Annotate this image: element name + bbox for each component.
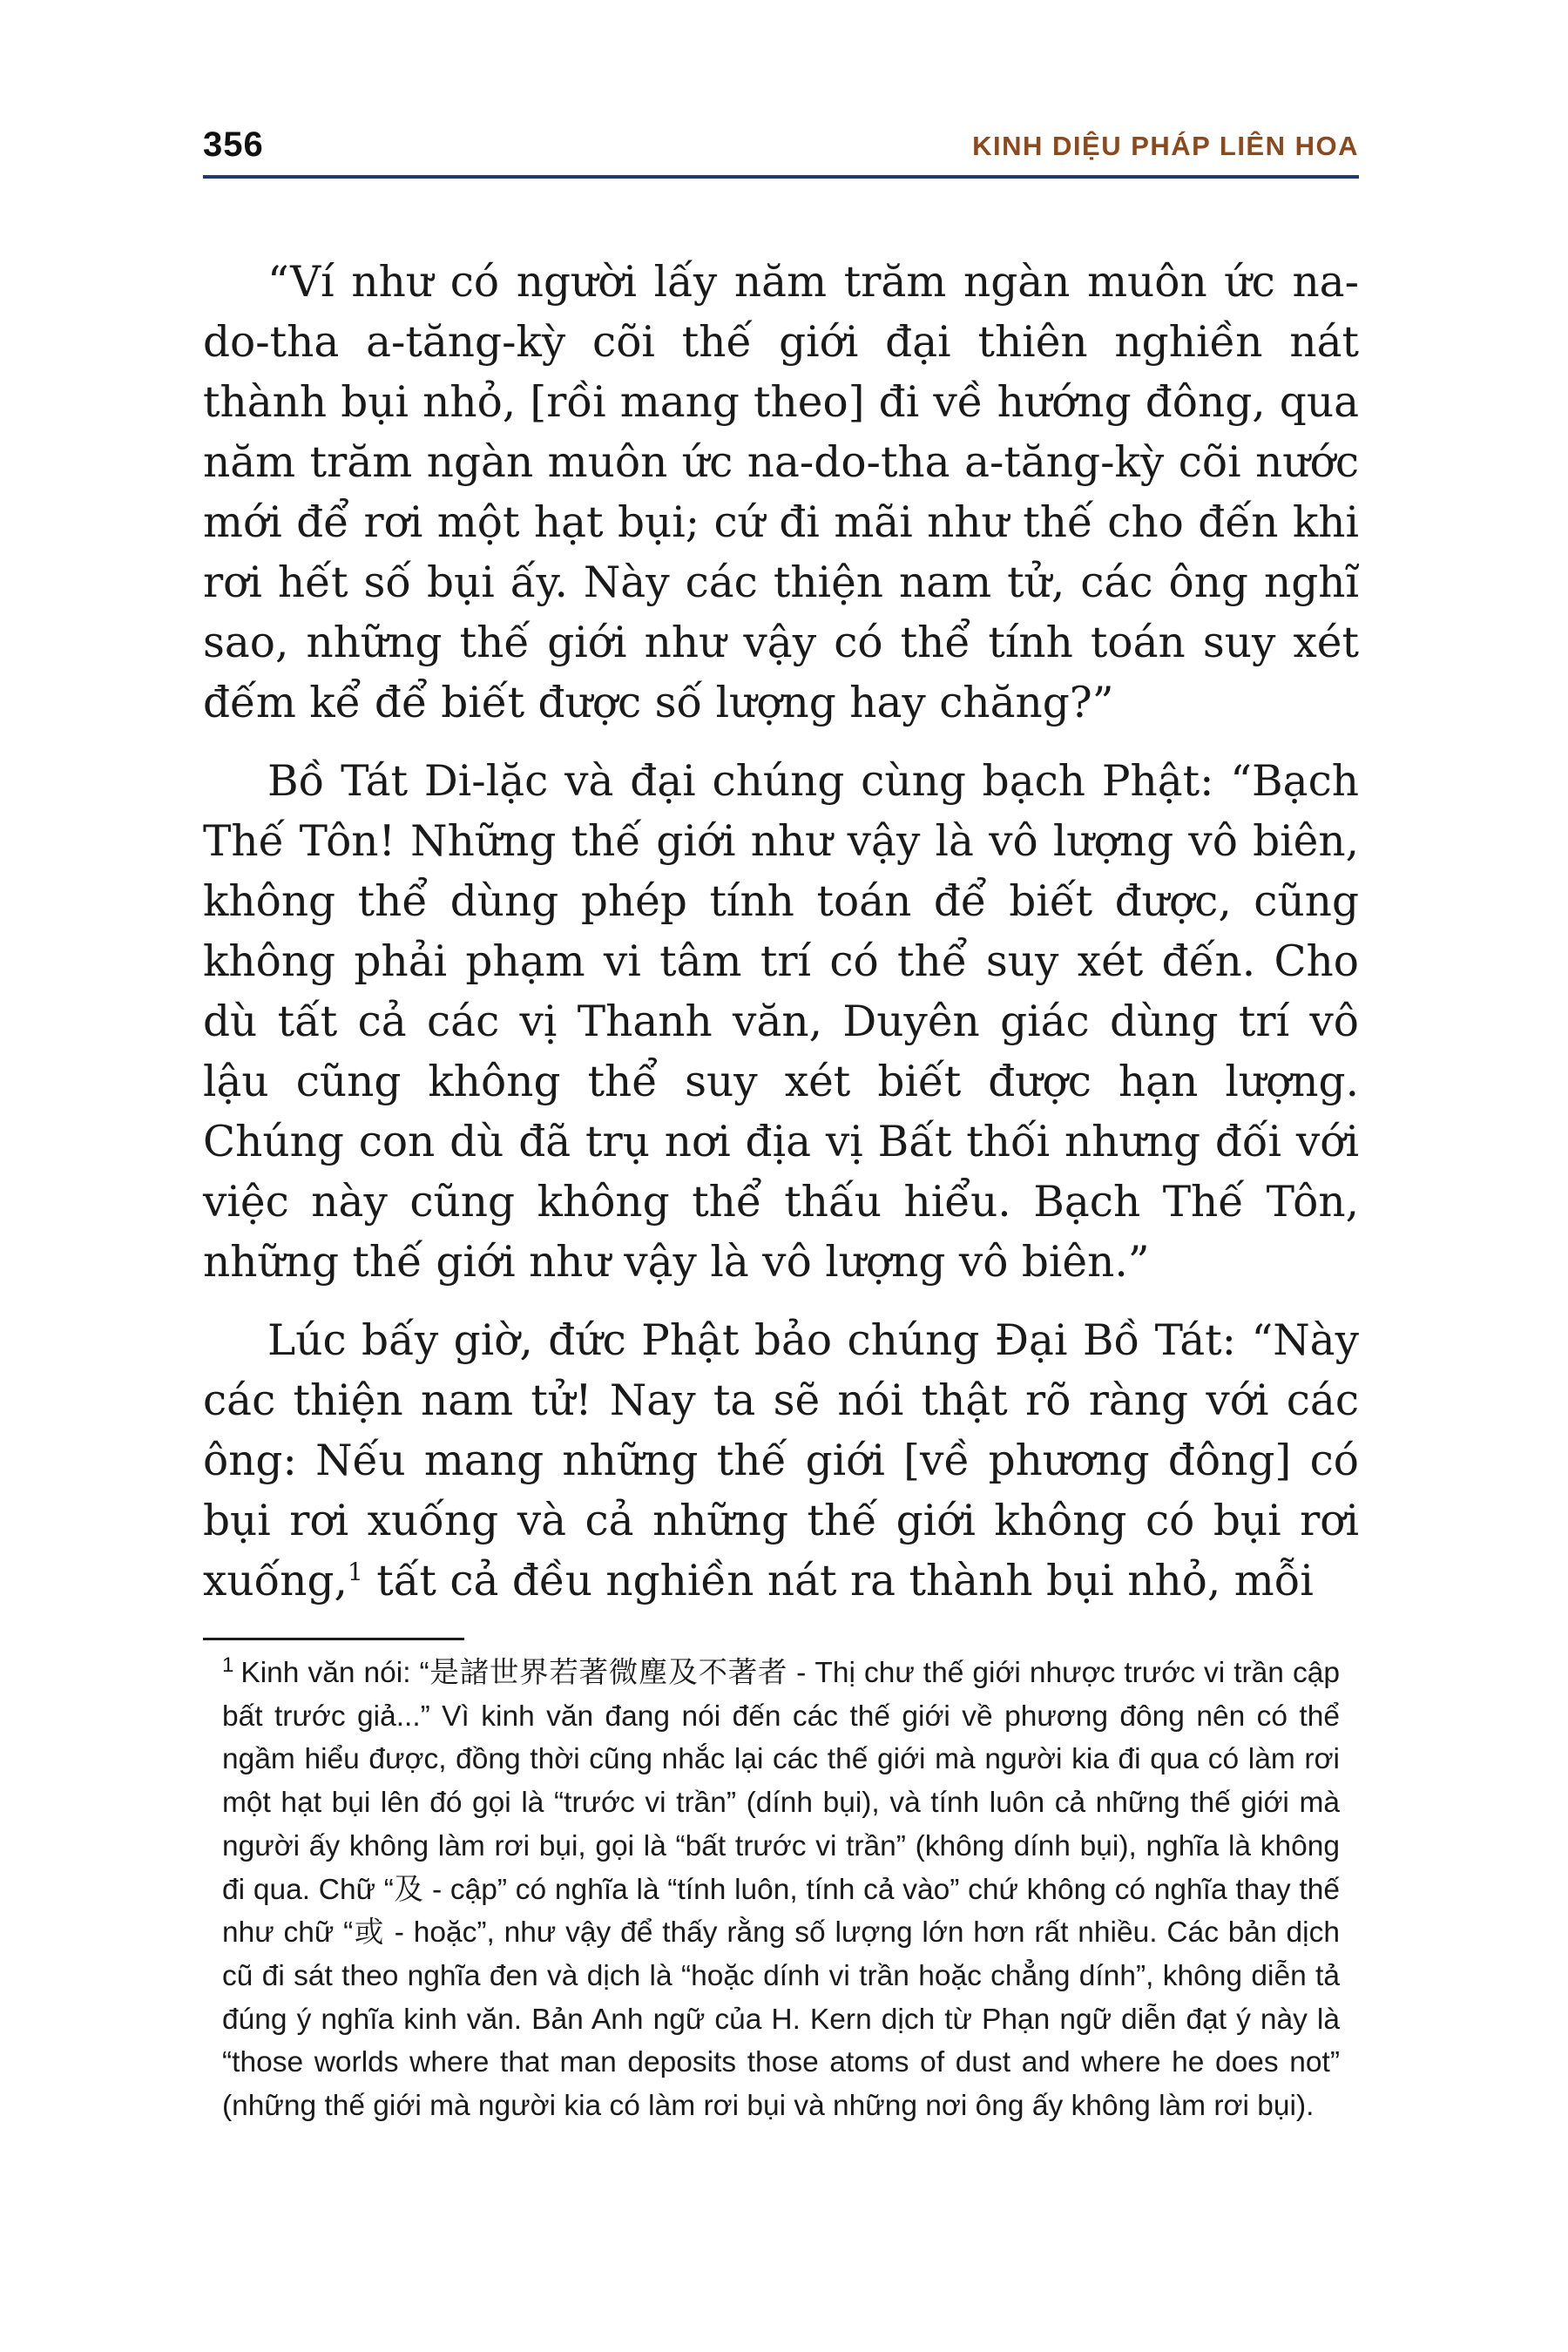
running-title: KINH DIỆU PHÁP LIÊN HOA — [972, 131, 1359, 161]
footnote — [222, 1652, 1340, 2128]
paragraph: Bồ Tát Di-lặc và đại chúng cùng bạch Phật: “Bạch Thế Tôn! Những thế giới như vậy là vô lượng vô biên, không thể dùng phép tính toán để biết được, cũng không phải phạm vi tâm trí có thể suy xét đến. Cho dù tất cả các vị Thanh văn, Duyên giác dùng trí vô lậu cũng không thể suy xét biết được hạn lượng. Chúng con dù đã trụ nơi địa vị Bất thối nhưng đối với việc này cũng không thể thấu hiểu. Bạch Thế Tôn, những thế giới như vậy là vô lượng vô biên.” — [203, 757, 1359, 1287]
page-number: 356 — [203, 125, 264, 164]
main-text — [203, 253, 1359, 1630]
paragraph-text: tất cả đều nghiền nát ra thành bụi nhỏ, mỗi — [362, 1557, 1314, 1605]
paragraph: “Ví như có người lấy năm trăm ngàn muôn ức na-do-tha a-tăng-kỳ cõi thế giới đại thiên nghiền nát thành bụi nhỏ, [rồi mang theo] đi về hướng đông, qua năm trăm ngàn muôn ức na-do-tha a-tăng-kỳ cõi nước mới để rơi một hạt bụi; cứ đi mãi như thế cho đến khi rơi hết số bụi ấy. Này các thiện nam tử, các ông nghĩ sao, những thế giới như vậy có thể tính toán suy xét đếm kể để biết được số lượng hay chăng?” — [203, 258, 1359, 727]
footnote-marker: 1 — [222, 1652, 234, 1677]
paragraph — [203, 1311, 1359, 1612]
header-divider — [203, 175, 1359, 179]
footnote-divider — [203, 1638, 464, 1640]
footnote-paragraph — [222, 1652, 1340, 2128]
footnote-reference[interactable]: 1 — [347, 1557, 363, 1586]
footnote-text: Kinh văn nói: “是諸世界若著微塵及不著者 - Thị chư thế giới nhược trước vi trần cập bất trước giả...” Vì kinh văn đang nói đến các thế giới về phương đông nên có thể ngầm hiểu được, đồng thời cũng nhắc lại các thế giới mà người kia đi qua có làm rơi một hạt bụi lên đó gọi là “trước vi trần” (dính bụi), và tính luôn cả những thế giới mà người ấy không làm rơi bụi, gọi là “bất trước vi trần” (không dính bụi), nghĩa là không đi qua. Chữ “及 - cập” có nghĩa là “tính luôn, tính cả vào” chứ không có nghĩa thay thế như chữ “或 - hoặc”, như vậy để thấy rằng số lượng lớn hơn rất nhiều. Các bản dịch cũ đi sát theo nghĩa đen và dịch là “hoặc dính vi trần hoặc chẳng dính”, không diễn tả đúng ý nghĩa kinh văn. Bản Anh ngữ của H. Kern dịch từ Phạn ngữ diễn đạt ý này là “those worlds where that man deposits those atoms of dust and where he does not” (những thế giới mà người kia có làm rơi bụi và những nơi ông ấy không làm rơi bụi). — [222, 1657, 1340, 2123]
page-header — [203, 122, 1359, 176]
paragraph-text: Lúc bấy giờ, đức Phật bảo chúng Đại Bồ Tát: “Này các thiện nam tử! Nay ta sẽ nói thật rõ ràng với các ông: Nếu mang những thế giới [về phương đông] có bụi rơi xuống và cả những thế giới không có bụi rơi xuống, — [203, 1316, 1359, 1605]
